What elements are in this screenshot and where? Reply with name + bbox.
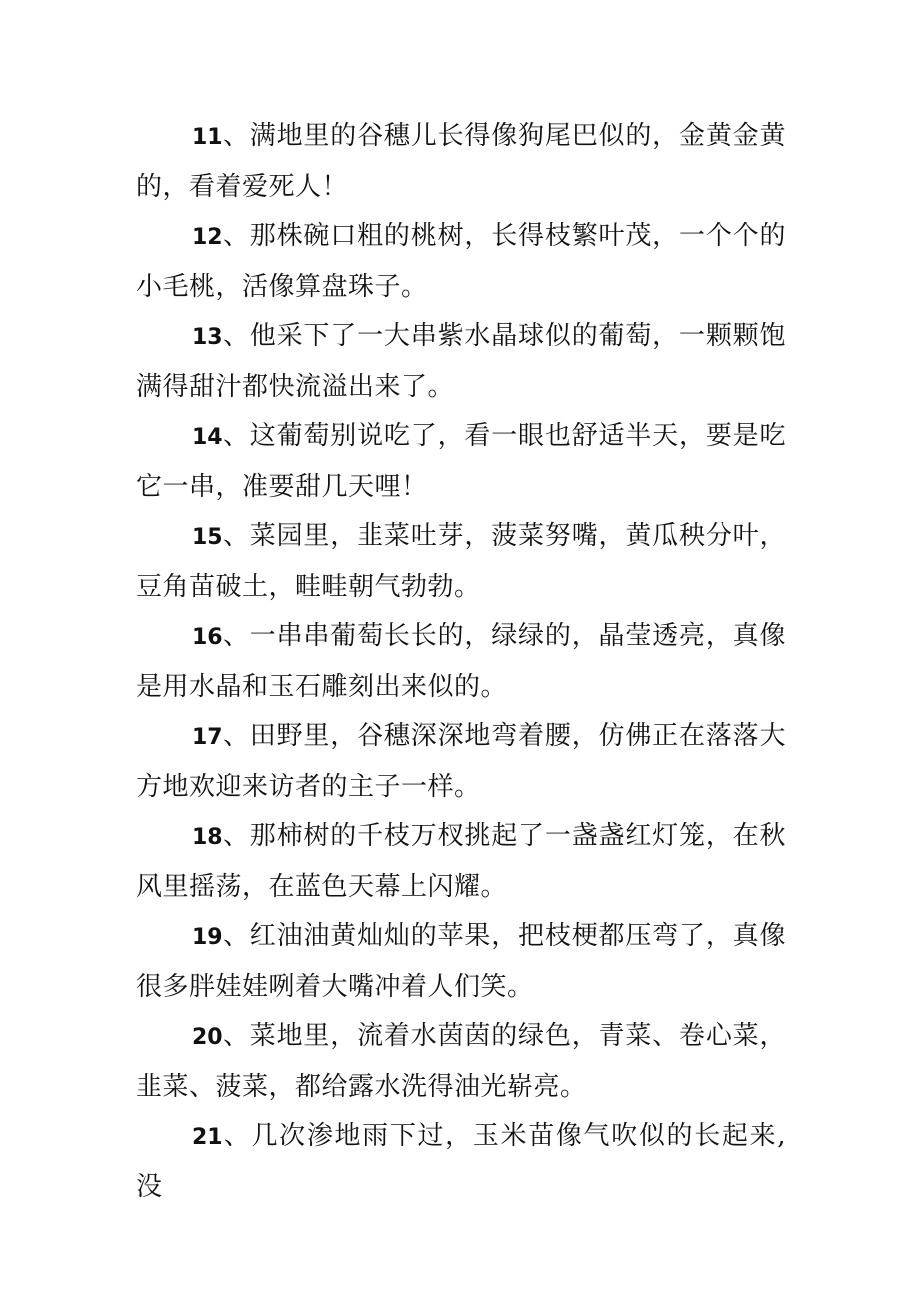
- paragraph-text: 、这葡萄别说吃了，看一眼也舒适半天，要是吃它一串，准要甜几天哩！: [136, 421, 786, 502]
- paragraph-number: 20: [192, 1025, 223, 1050]
- paragraph-14: [136, 412, 786, 512]
- paragraph-number: 21: [192, 1125, 223, 1150]
- paragraph-text: 、一串串葡萄长长的，绿绿的，晶莹透亮，真像是用水晶和玉石雕刻出来似的。: [136, 621, 786, 702]
- paragraph-number: 15: [192, 525, 223, 550]
- paragraph-text: 、几次渗地雨下过，玉米苗像气吹似的长起来,没: [136, 1121, 786, 1202]
- paragraph-text: 、满地里的谷穗儿长得像狗尾巴似的，金黄金黄的，看着爱死人！: [136, 121, 786, 202]
- paragraph-number: 13: [192, 325, 223, 350]
- paragraph-number: 16: [192, 625, 223, 650]
- paragraph-16: [136, 612, 786, 712]
- paragraph-13: [136, 312, 786, 412]
- paragraph-text: 、田野里，谷穗深深地弯着腰，仿佛正在落落大方地欢迎来访者的主子一样。: [136, 721, 786, 802]
- paragraph-15: [136, 512, 786, 612]
- paragraph-number: 17: [192, 725, 223, 750]
- paragraph-text: 、他采下了一大串紫水晶球似的葡萄，一颗颗饱满得甜汁都快流溢出来了。: [136, 321, 786, 402]
- paragraph-number: 12: [192, 225, 223, 250]
- paragraph-18: [136, 812, 786, 912]
- paragraph-12: [136, 212, 786, 312]
- paragraph-11: [136, 112, 786, 212]
- paragraph-text: 、那柿树的千枝万杈挑起了一盏盏红灯笼，在秋风里摇荡，在蓝色天幕上闪耀。: [136, 821, 786, 902]
- paragraph-21: [136, 1112, 786, 1212]
- paragraph-17: [136, 712, 786, 812]
- paragraph-text: 、红油油黄灿灿的苹果，把枝梗都压弯了，真像很多胖娃娃咧着大嘴冲着人们笑。: [136, 921, 786, 1002]
- paragraph-number: 14: [192, 425, 223, 450]
- paragraph-20: [136, 1012, 786, 1112]
- document-body: [136, 112, 786, 1212]
- paragraph-text: 、那株碗口粗的桃树，长得枝繁叶茂，一个个的小毛桃，活像算盘珠子。: [136, 221, 786, 302]
- paragraph-text: 、菜地里，流着水茵茵的绿色，青菜、卷心菜，韭菜、菠菜，都给露水洗得油光崭亮。: [136, 1021, 786, 1102]
- paragraph-number: 11: [192, 125, 223, 150]
- paragraph-19: [136, 912, 786, 1012]
- paragraph-number: 19: [192, 925, 223, 950]
- paragraph-number: 18: [192, 825, 223, 850]
- paragraph-text: 、菜园里，韭菜吐芽，菠菜努嘴，黄瓜秧分叶，豆角苗破土，畦畦朝气勃勃。: [136, 521, 786, 602]
